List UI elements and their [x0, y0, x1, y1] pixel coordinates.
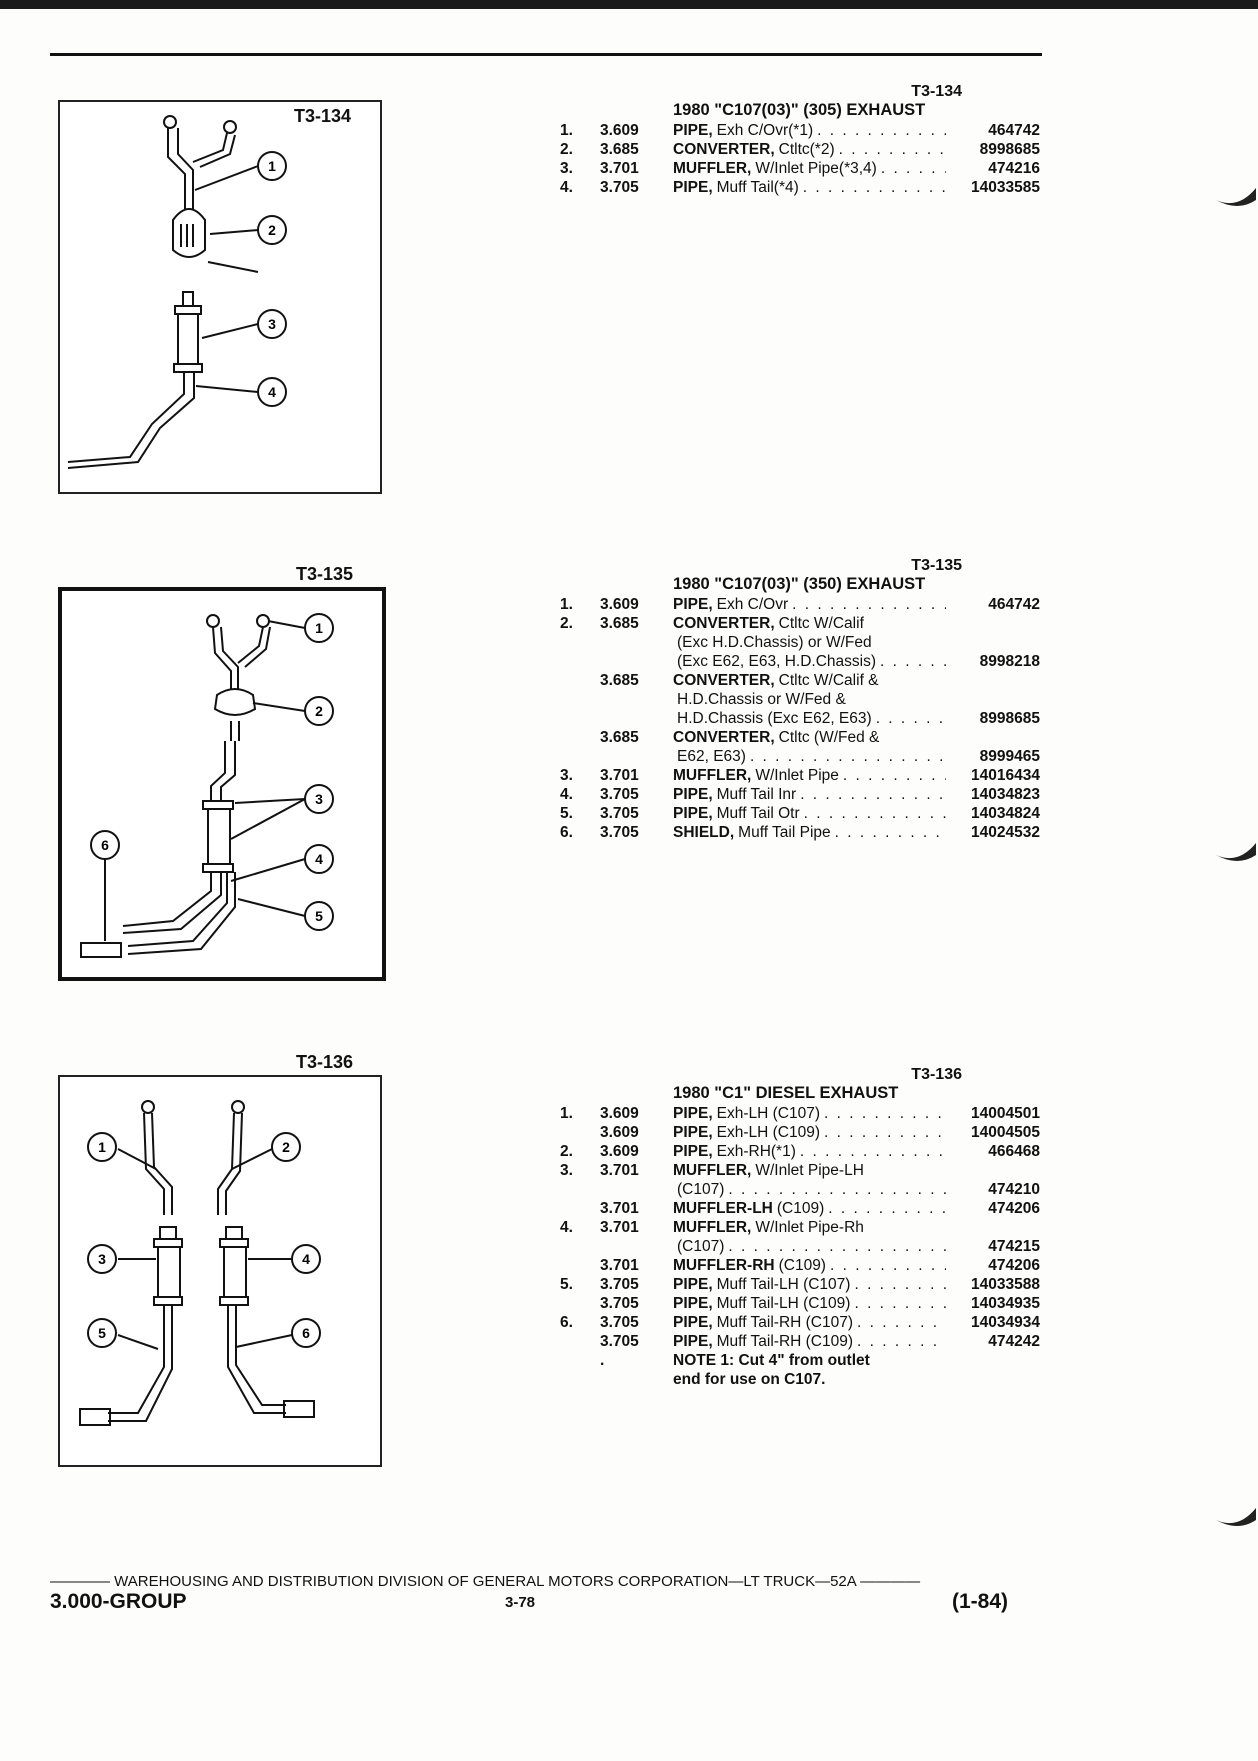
part-name: PIPE, [673, 1143, 713, 1160]
leader-dots [857, 1313, 946, 1332]
item-number [560, 1370, 600, 1389]
group-number [600, 1237, 673, 1256]
part-description [673, 178, 950, 197]
part-name: CONVERTER, [673, 672, 775, 689]
scan-edge [0, 0, 1258, 9]
part-detail: Exh-LH (C109) [716, 1124, 821, 1141]
leader-dots [728, 1180, 946, 1199]
part-name: MUFFLER, [673, 160, 752, 177]
item-number [560, 728, 600, 747]
leader-dots [857, 1332, 946, 1351]
group-number: 3.701 [600, 1162, 639, 1179]
part-description [673, 140, 950, 159]
part-number: 14033588 [971, 1276, 1040, 1293]
group-number [600, 747, 673, 766]
part-name: CONVERTER, [673, 141, 775, 158]
part-detail: (C109) [778, 1257, 826, 1274]
group-number: 3.705 [600, 824, 639, 841]
part-name: PIPE, [673, 1314, 713, 1331]
part-description [673, 728, 950, 747]
part-number [950, 1351, 1040, 1370]
part-description [673, 1218, 950, 1237]
callout-2: 2 [268, 222, 276, 238]
section-title: 1980 "C107(03)" (350) EXHAUST [673, 575, 926, 593]
group-number: 3.609 [600, 1105, 639, 1122]
part-number: 14034824 [971, 805, 1040, 822]
item-number [560, 1123, 600, 1142]
part-description [673, 747, 950, 766]
part-number: 474210 [988, 1181, 1040, 1198]
group-number: 3.705 [600, 1295, 639, 1312]
part-description [673, 709, 950, 728]
part-row [560, 747, 1040, 766]
footer-page-number: 3-78 [505, 1594, 536, 1611]
part-description [673, 121, 950, 140]
part-name: PIPE, [673, 786, 713, 803]
part-detail: (C109) [776, 1200, 825, 1217]
part-detail: Muff Tail Otr [716, 805, 800, 822]
item-number [560, 1332, 600, 1351]
leader-dots [828, 1199, 946, 1218]
part-name: MUFFLER, [673, 1162, 752, 1179]
group-number: 3.705 [600, 1276, 639, 1293]
part-detail: H.D.Chassis (Exc E62, E63) [677, 710, 872, 727]
item-number [560, 690, 600, 709]
part-description [673, 652, 950, 671]
part-name: SHIELD, [673, 824, 735, 841]
diagram-t3-134 [58, 100, 382, 494]
group-number: 3.609 [600, 1143, 639, 1160]
group-number: 3.701 [600, 767, 639, 784]
parts-list-t3-134 [560, 83, 1040, 197]
part-name: CONVERTER, [673, 729, 775, 746]
page-curl-mark [1216, 180, 1258, 210]
part-number: 474206 [988, 1200, 1040, 1217]
item-number [560, 1180, 600, 1199]
part-detail: Muff Tail Pipe [738, 824, 831, 841]
part-name: NOTE 1: Cut 4" from outlet [673, 1352, 870, 1369]
group-number: 3.701 [600, 1257, 639, 1274]
part-row [560, 1104, 1040, 1123]
group-number: . [600, 1352, 605, 1369]
part-number: 14033585 [971, 179, 1040, 196]
part-detail: W/Inlet Pipe-LH [755, 1162, 864, 1179]
part-name: MUFFLER, [673, 767, 752, 784]
part-number [950, 633, 1040, 652]
part-row [560, 1275, 1040, 1294]
part-row [560, 595, 1040, 614]
part-row [560, 159, 1040, 178]
callout-4: 4 [268, 384, 276, 400]
part-description [673, 1104, 950, 1123]
group-number [600, 709, 673, 728]
part-number [950, 671, 1040, 690]
part-name: PIPE, [673, 805, 713, 822]
part-description [673, 671, 950, 690]
part-detail: (C107) [677, 1238, 725, 1255]
part-number: 14024532 [971, 824, 1040, 841]
part-row [560, 1256, 1040, 1275]
group-number [600, 633, 673, 652]
part-row [560, 785, 1040, 804]
part-description [673, 1199, 950, 1218]
item-number: 6. [560, 824, 573, 841]
part-name: PIPE, [673, 1105, 713, 1122]
part-description [673, 690, 950, 709]
item-number [560, 747, 600, 766]
part-number: 14034823 [971, 786, 1040, 803]
item-number: 2. [560, 141, 573, 158]
callout-6: 6 [302, 1325, 310, 1341]
part-name: MUFFLER-LH [673, 1200, 773, 1217]
part-number [950, 728, 1040, 747]
group-number: 3.701 [600, 1200, 639, 1217]
part-name: MUFFLER-RH [673, 1257, 775, 1274]
callout-2: 2 [282, 1139, 290, 1155]
callout-2: 2 [315, 703, 323, 719]
part-description [673, 1180, 950, 1199]
part-detail: Muff Tail-LH (C107) [716, 1276, 851, 1293]
group-number: 3.705 [600, 1314, 639, 1331]
item-number: 4. [560, 1219, 573, 1236]
part-number [950, 614, 1040, 633]
callout-1: 1 [98, 1139, 106, 1155]
part-description [673, 1351, 950, 1370]
part-detail: Muff Tail Inr [716, 786, 797, 803]
footer-revision-date: (1-84) [952, 1590, 1009, 1613]
part-number: 8998685 [979, 141, 1040, 158]
part-detail: Ctltc (W/Fed & [778, 729, 880, 746]
callout-5: 5 [315, 908, 323, 924]
part-number: 474242 [988, 1333, 1040, 1350]
part-row [560, 1351, 1040, 1370]
part-name: end for use on C107. [673, 1371, 826, 1388]
item-number: 1. [560, 1105, 573, 1122]
callout-3: 3 [315, 791, 323, 807]
part-row [560, 823, 1040, 842]
group-number: 3.705 [600, 179, 639, 196]
part-number: 474216 [988, 160, 1040, 177]
leader-dots [750, 747, 946, 766]
leader-dots [830, 1256, 946, 1275]
part-detail: H.D.Chassis or W/Fed & [677, 691, 846, 708]
part-detail: W/Inlet Pipe [755, 767, 839, 784]
group-number: 3.685 [600, 615, 639, 632]
leader-dots [817, 121, 946, 140]
part-detail: Ctltc W/Calif & [778, 672, 879, 689]
leader-dots [839, 140, 946, 159]
section-title: 1980 "C107(03)" (305) EXHAUST [673, 101, 926, 119]
part-description [673, 823, 950, 842]
part-description [673, 1294, 950, 1313]
exhaust-diagram-350 [62, 591, 382, 977]
part-number: 474215 [988, 1238, 1040, 1255]
item-number: 1. [560, 122, 573, 139]
leader-dots [800, 785, 946, 804]
figure-label: T3-136 [296, 1052, 354, 1072]
section-id: T3-136 [911, 1066, 962, 1083]
parts-list-t3-135 [560, 557, 1040, 842]
part-name: PIPE, [673, 1333, 713, 1350]
part-number: 14034935 [971, 1295, 1040, 1312]
leader-dots [728, 1237, 946, 1256]
part-name: PIPE, [673, 1124, 713, 1141]
group-number [600, 652, 673, 671]
part-row [560, 709, 1040, 728]
part-row [560, 1199, 1040, 1218]
callout-4: 4 [315, 851, 323, 867]
part-description [673, 1275, 950, 1294]
leader-dots [854, 1294, 946, 1313]
part-row [560, 633, 1040, 652]
part-description [673, 1142, 950, 1161]
part-detail: Muff Tail-LH (C109) [716, 1295, 851, 1312]
part-row [560, 728, 1040, 747]
item-number: 4. [560, 179, 573, 196]
item-number: 2. [560, 1143, 573, 1160]
figure-label: T3-134 [294, 106, 352, 126]
top-rule [50, 53, 1042, 56]
exhaust-diagram-diesel [60, 1077, 380, 1465]
group-number: 3.701 [600, 1219, 639, 1236]
item-number [560, 709, 600, 728]
leader-dots [854, 1275, 946, 1294]
part-number: 466468 [988, 1143, 1040, 1160]
leader-dots [792, 595, 946, 614]
group-number: 3.609 [600, 1124, 639, 1141]
part-description [673, 633, 950, 652]
parts-list-t3-136 [560, 1066, 1040, 1389]
part-description [673, 1370, 950, 1389]
leader-dots [803, 178, 946, 197]
part-description [673, 1332, 950, 1351]
group-number: 3.685 [600, 729, 639, 746]
part-row [560, 652, 1040, 671]
item-number [560, 652, 600, 671]
part-row [560, 1237, 1040, 1256]
part-number: 464742 [988, 596, 1040, 613]
item-number [560, 1294, 600, 1313]
part-description [673, 614, 950, 633]
group-number: 3.685 [600, 672, 639, 689]
part-row [560, 121, 1040, 140]
item-number [560, 1256, 600, 1275]
part-row [560, 1161, 1040, 1180]
part-detail: Exh C/Ovr(*1) [716, 122, 814, 139]
part-name: PIPE, [673, 1276, 713, 1293]
part-detail: W/Inlet Pipe-Rh [755, 1219, 864, 1236]
part-row [560, 804, 1040, 823]
group-number: 3.705 [600, 786, 639, 803]
part-description [673, 804, 950, 823]
part-row [560, 140, 1040, 159]
part-detail: (C107) [677, 1181, 725, 1198]
part-detail: W/Inlet Pipe(*3,4) [755, 160, 877, 177]
part-number [950, 690, 1040, 709]
section-id: T3-135 [911, 557, 962, 574]
part-description [673, 1161, 950, 1180]
part-row [560, 1313, 1040, 1332]
part-description [673, 1313, 950, 1332]
leader-dots [880, 652, 946, 671]
group-number: 3.705 [600, 1333, 639, 1350]
leader-dots [804, 804, 946, 823]
part-number: 464742 [988, 122, 1040, 139]
callout-1: 1 [315, 620, 323, 636]
leader-dots [824, 1123, 946, 1142]
part-row [560, 1218, 1040, 1237]
item-number [560, 1199, 600, 1218]
part-detail: Muff Tail(*4) [716, 179, 799, 196]
part-row [560, 671, 1040, 690]
part-number: 474206 [988, 1257, 1040, 1274]
callout-3: 3 [98, 1251, 106, 1267]
callout-3: 3 [268, 316, 276, 332]
part-detail: Ctltc(*2) [778, 141, 835, 158]
item-number: 3. [560, 1162, 573, 1179]
item-number: 3. [560, 767, 573, 784]
part-row [560, 1142, 1040, 1161]
part-row [560, 178, 1040, 197]
part-name: PIPE, [673, 179, 713, 196]
group-number [600, 690, 673, 709]
part-detail: Ctltc W/Calif [778, 615, 864, 632]
group-number: 3.609 [600, 122, 639, 139]
group-number: 3.701 [600, 160, 639, 177]
callout-6: 6 [101, 837, 109, 853]
leader-dots [800, 1142, 946, 1161]
leader-dots [824, 1104, 946, 1123]
item-number: 3. [560, 160, 573, 177]
part-detail: E62, E63) [677, 748, 746, 765]
exhaust-diagram-305 [60, 102, 380, 492]
item-number [560, 671, 600, 690]
part-name: PIPE, [673, 596, 713, 613]
part-detail: Exh-LH (C107) [716, 1105, 821, 1122]
footer-group-number: 3.000-GROUP [50, 1590, 187, 1613]
part-description [673, 1256, 950, 1275]
callout-1: 1 [268, 158, 276, 174]
part-name: PIPE, [673, 1295, 713, 1312]
part-number: 14004505 [971, 1124, 1040, 1141]
part-number [950, 1218, 1040, 1237]
part-name: MUFFLER, [673, 1219, 752, 1236]
item-number: 5. [560, 805, 573, 822]
callout-5: 5 [98, 1325, 106, 1341]
part-row [560, 1123, 1040, 1142]
item-number: 2. [560, 615, 573, 632]
item-number: 6. [560, 1314, 573, 1331]
part-number: 14016434 [971, 767, 1040, 784]
section-title: 1980 "C1" DIESEL EXHAUST [673, 1084, 899, 1102]
leader-dots [835, 823, 946, 842]
diagram-t3-136 [58, 1075, 382, 1467]
part-row [560, 614, 1040, 633]
callout-4: 4 [302, 1251, 310, 1267]
part-detail: Exh-RH(*1) [716, 1143, 796, 1160]
item-number [560, 1237, 600, 1256]
part-number: 8999465 [979, 748, 1040, 765]
figure-label: T3-135 [296, 564, 354, 584]
part-number [950, 1161, 1040, 1180]
part-number [950, 1370, 1040, 1389]
leader-dots [881, 159, 946, 178]
part-description [673, 159, 950, 178]
group-number [600, 1180, 673, 1199]
part-detail: Muff Tail-RH (C109) [716, 1333, 854, 1350]
part-row [560, 1370, 1040, 1389]
part-description [673, 1237, 950, 1256]
leader-dots [843, 766, 946, 785]
item-number [560, 1351, 600, 1370]
item-number: 1. [560, 596, 573, 613]
part-row [560, 690, 1040, 709]
group-number: 3.685 [600, 141, 639, 158]
section-id: T3-134 [911, 83, 962, 100]
part-detail: (Exc H.D.Chassis) or W/Fed [677, 634, 872, 651]
part-name: PIPE, [673, 122, 713, 139]
part-name: CONVERTER, [673, 615, 775, 632]
part-detail: (Exc E62, E63, H.D.Chassis) [677, 653, 876, 670]
part-row [560, 1180, 1040, 1199]
part-row [560, 1294, 1040, 1313]
part-detail: Muff Tail-RH (C107) [716, 1314, 854, 1331]
part-row [560, 766, 1040, 785]
part-description [673, 785, 950, 804]
page-curl-mark [1216, 835, 1258, 865]
item-number [560, 633, 600, 652]
group-number: 3.705 [600, 805, 639, 822]
part-number: 14004501 [971, 1105, 1040, 1122]
item-number: 5. [560, 1276, 573, 1293]
part-description [673, 1123, 950, 1142]
part-number: 8998685 [979, 710, 1040, 727]
diagram-t3-135 [58, 587, 386, 981]
group-number: 3.609 [600, 596, 639, 613]
page-curl-mark [1216, 1500, 1258, 1530]
part-number: 8998218 [979, 653, 1040, 670]
part-number: 14034934 [971, 1314, 1040, 1331]
part-row [560, 1332, 1040, 1351]
leader-dots [876, 709, 946, 728]
part-description [673, 595, 950, 614]
group-number [600, 1370, 673, 1389]
item-number: 4. [560, 786, 573, 803]
part-detail: Exh C/Ovr [716, 596, 789, 613]
part-description [673, 766, 950, 785]
footer-publisher-line: ———— WAREHOUSING AND DISTRIBUTION DIVISION OF GENERAL MOTORS CORPORATION—LT TRUCK—52A ———— [50, 1573, 921, 1590]
